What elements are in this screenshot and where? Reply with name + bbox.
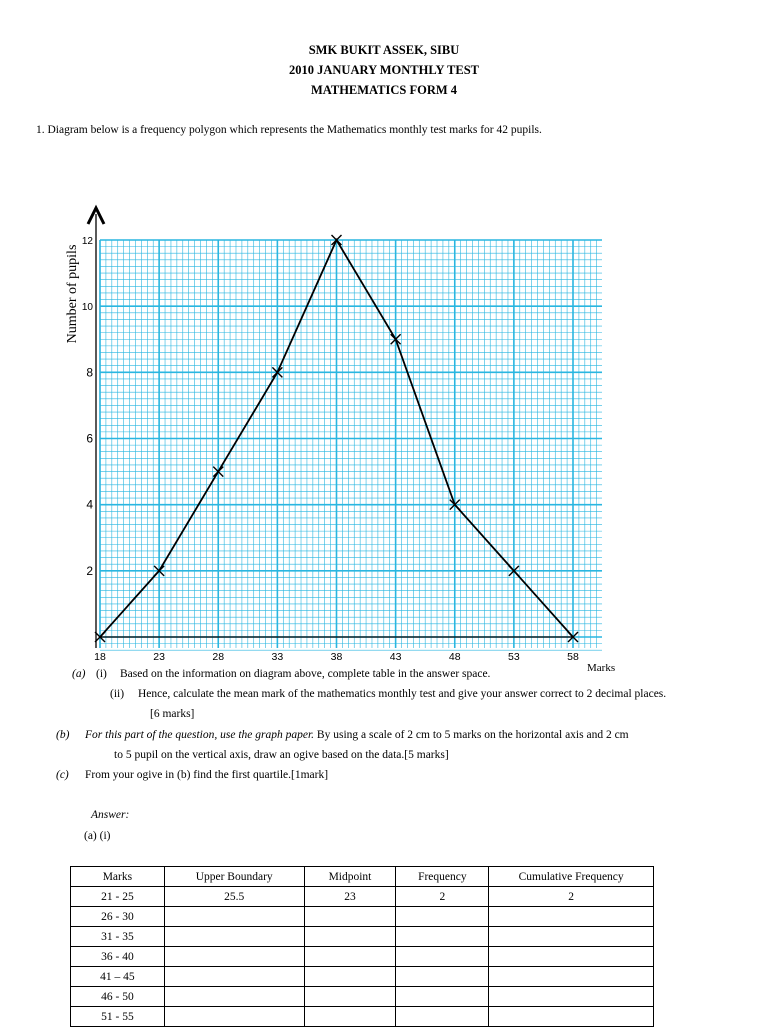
question-b-line2: to 5 pupil on the vertical axis, draw an ogive based on the data.[5 marks] (114, 749, 449, 761)
question-a-marks: [6 marks] (150, 708, 195, 720)
header-marks: Marks (71, 867, 165, 887)
x-tick-label: 28 (212, 651, 225, 663)
question-b-text: By using a scale of 2 cm to 5 marks on the horizontal axis and 2 cm (314, 729, 629, 741)
table-row (71, 907, 654, 927)
table-cell: 25.5 (164, 887, 304, 907)
x-tick-label: 38 (330, 651, 343, 663)
x-tick-label: 53 (508, 651, 520, 663)
table-cell: 46 - 50 (71, 987, 165, 1007)
x-tick-label: 23 (153, 651, 165, 663)
x-axis-label: Marks (587, 662, 616, 674)
table-cell (164, 987, 304, 1007)
answer-table (70, 866, 654, 1027)
x-tick-label: 58 (567, 651, 579, 663)
question-a-label: (a) (72, 668, 86, 680)
answer-part: (a) (i) (84, 830, 111, 842)
table-row (71, 967, 654, 987)
question-a-i-num: (i) (96, 668, 107, 680)
y-tick-label: 2 (86, 563, 93, 578)
table-cell (489, 967, 654, 987)
y-tick-label: 4 (86, 497, 93, 512)
question-b-line1 (85, 729, 629, 741)
x-tick-labels (94, 651, 579, 663)
y-tick-label: 6 (86, 431, 93, 446)
grid-fine (100, 240, 602, 650)
question-c-text: From your ogive in (b) find the first quartile.[1mark] (85, 769, 329, 781)
school-name: SMK BUKIT ASSEK, SIBU (308, 43, 460, 57)
table-cell (304, 907, 396, 927)
y-tick-labels (82, 236, 94, 578)
x-tick-label: 33 (271, 651, 284, 663)
table-cell (396, 907, 489, 927)
table-cell (304, 987, 396, 1007)
table-cell (164, 967, 304, 987)
table-cell (164, 907, 304, 927)
table-cell: 41 – 45 (71, 967, 165, 987)
table-cell (489, 947, 654, 967)
question-c-label: (c) (56, 769, 69, 781)
table-cell (489, 927, 654, 947)
grid-major (100, 240, 602, 648)
y-tick-label: 8 (86, 365, 93, 380)
table-cell (489, 907, 654, 927)
table-cell: 2 (489, 887, 654, 907)
table-cell: 2 (396, 887, 489, 907)
table-row (71, 947, 654, 967)
x-tick-label: 43 (389, 651, 402, 663)
answer-label: Answer: (91, 809, 130, 821)
x-tick-label: 48 (448, 651, 461, 663)
table-cell: 31 - 35 (71, 927, 165, 947)
y-tick-label: 10 (81, 302, 93, 314)
y-axis-label: Number of pupils (65, 244, 80, 344)
table-cell: 26 - 30 (71, 907, 165, 927)
question-b-label: (b) (56, 729, 70, 741)
subject-title: MATHEMATICS FORM 4 (310, 83, 458, 97)
table-cell (164, 947, 304, 967)
table-cell: 23 (304, 887, 396, 907)
table-cell: 36 - 40 (71, 947, 165, 967)
table-cell (304, 967, 396, 987)
table-header-row (71, 867, 654, 887)
header-upper-boundary: Upper Boundary (164, 867, 304, 887)
table-row (71, 927, 654, 947)
table-cell (164, 927, 304, 947)
table-cell: 21 - 25 (71, 887, 165, 907)
test-title: 2010 JANUARY MONTHLY TEST (289, 63, 479, 77)
table-cell: 51 - 55 (71, 1007, 165, 1027)
question-a-ii-num: (ii) (110, 688, 125, 700)
table-cell (396, 927, 489, 947)
table-cell (396, 967, 489, 987)
question-b-italic: For this part of the question, use the graph paper. (85, 729, 315, 741)
table-cell (489, 987, 654, 1007)
header-frequency: Frequency (396, 867, 489, 887)
table-cell (396, 987, 489, 1007)
table-row (71, 987, 654, 1007)
table-cell (304, 927, 396, 947)
y-tick-label: 12 (81, 236, 93, 247)
header-midpoint: Midpoint (304, 867, 396, 887)
table-cell (396, 947, 489, 967)
table-cell (304, 947, 396, 967)
question-a-i: Based on the information on diagram above, complete table in the answer space. (120, 668, 491, 680)
question-1-intro: 1. Diagram below is a frequency polygon which represents the Mathematics monthly test marks for 42 pupils. (36, 124, 542, 136)
header-cumulative-frequency: Cumulative Frequency (489, 867, 654, 887)
x-tick-label: 18 (94, 651, 106, 663)
question-a-ii: Hence, calculate the mean mark of the mathematics monthly test and give your answer correct to 2 decimal places. (138, 688, 667, 700)
table-row (71, 887, 654, 907)
